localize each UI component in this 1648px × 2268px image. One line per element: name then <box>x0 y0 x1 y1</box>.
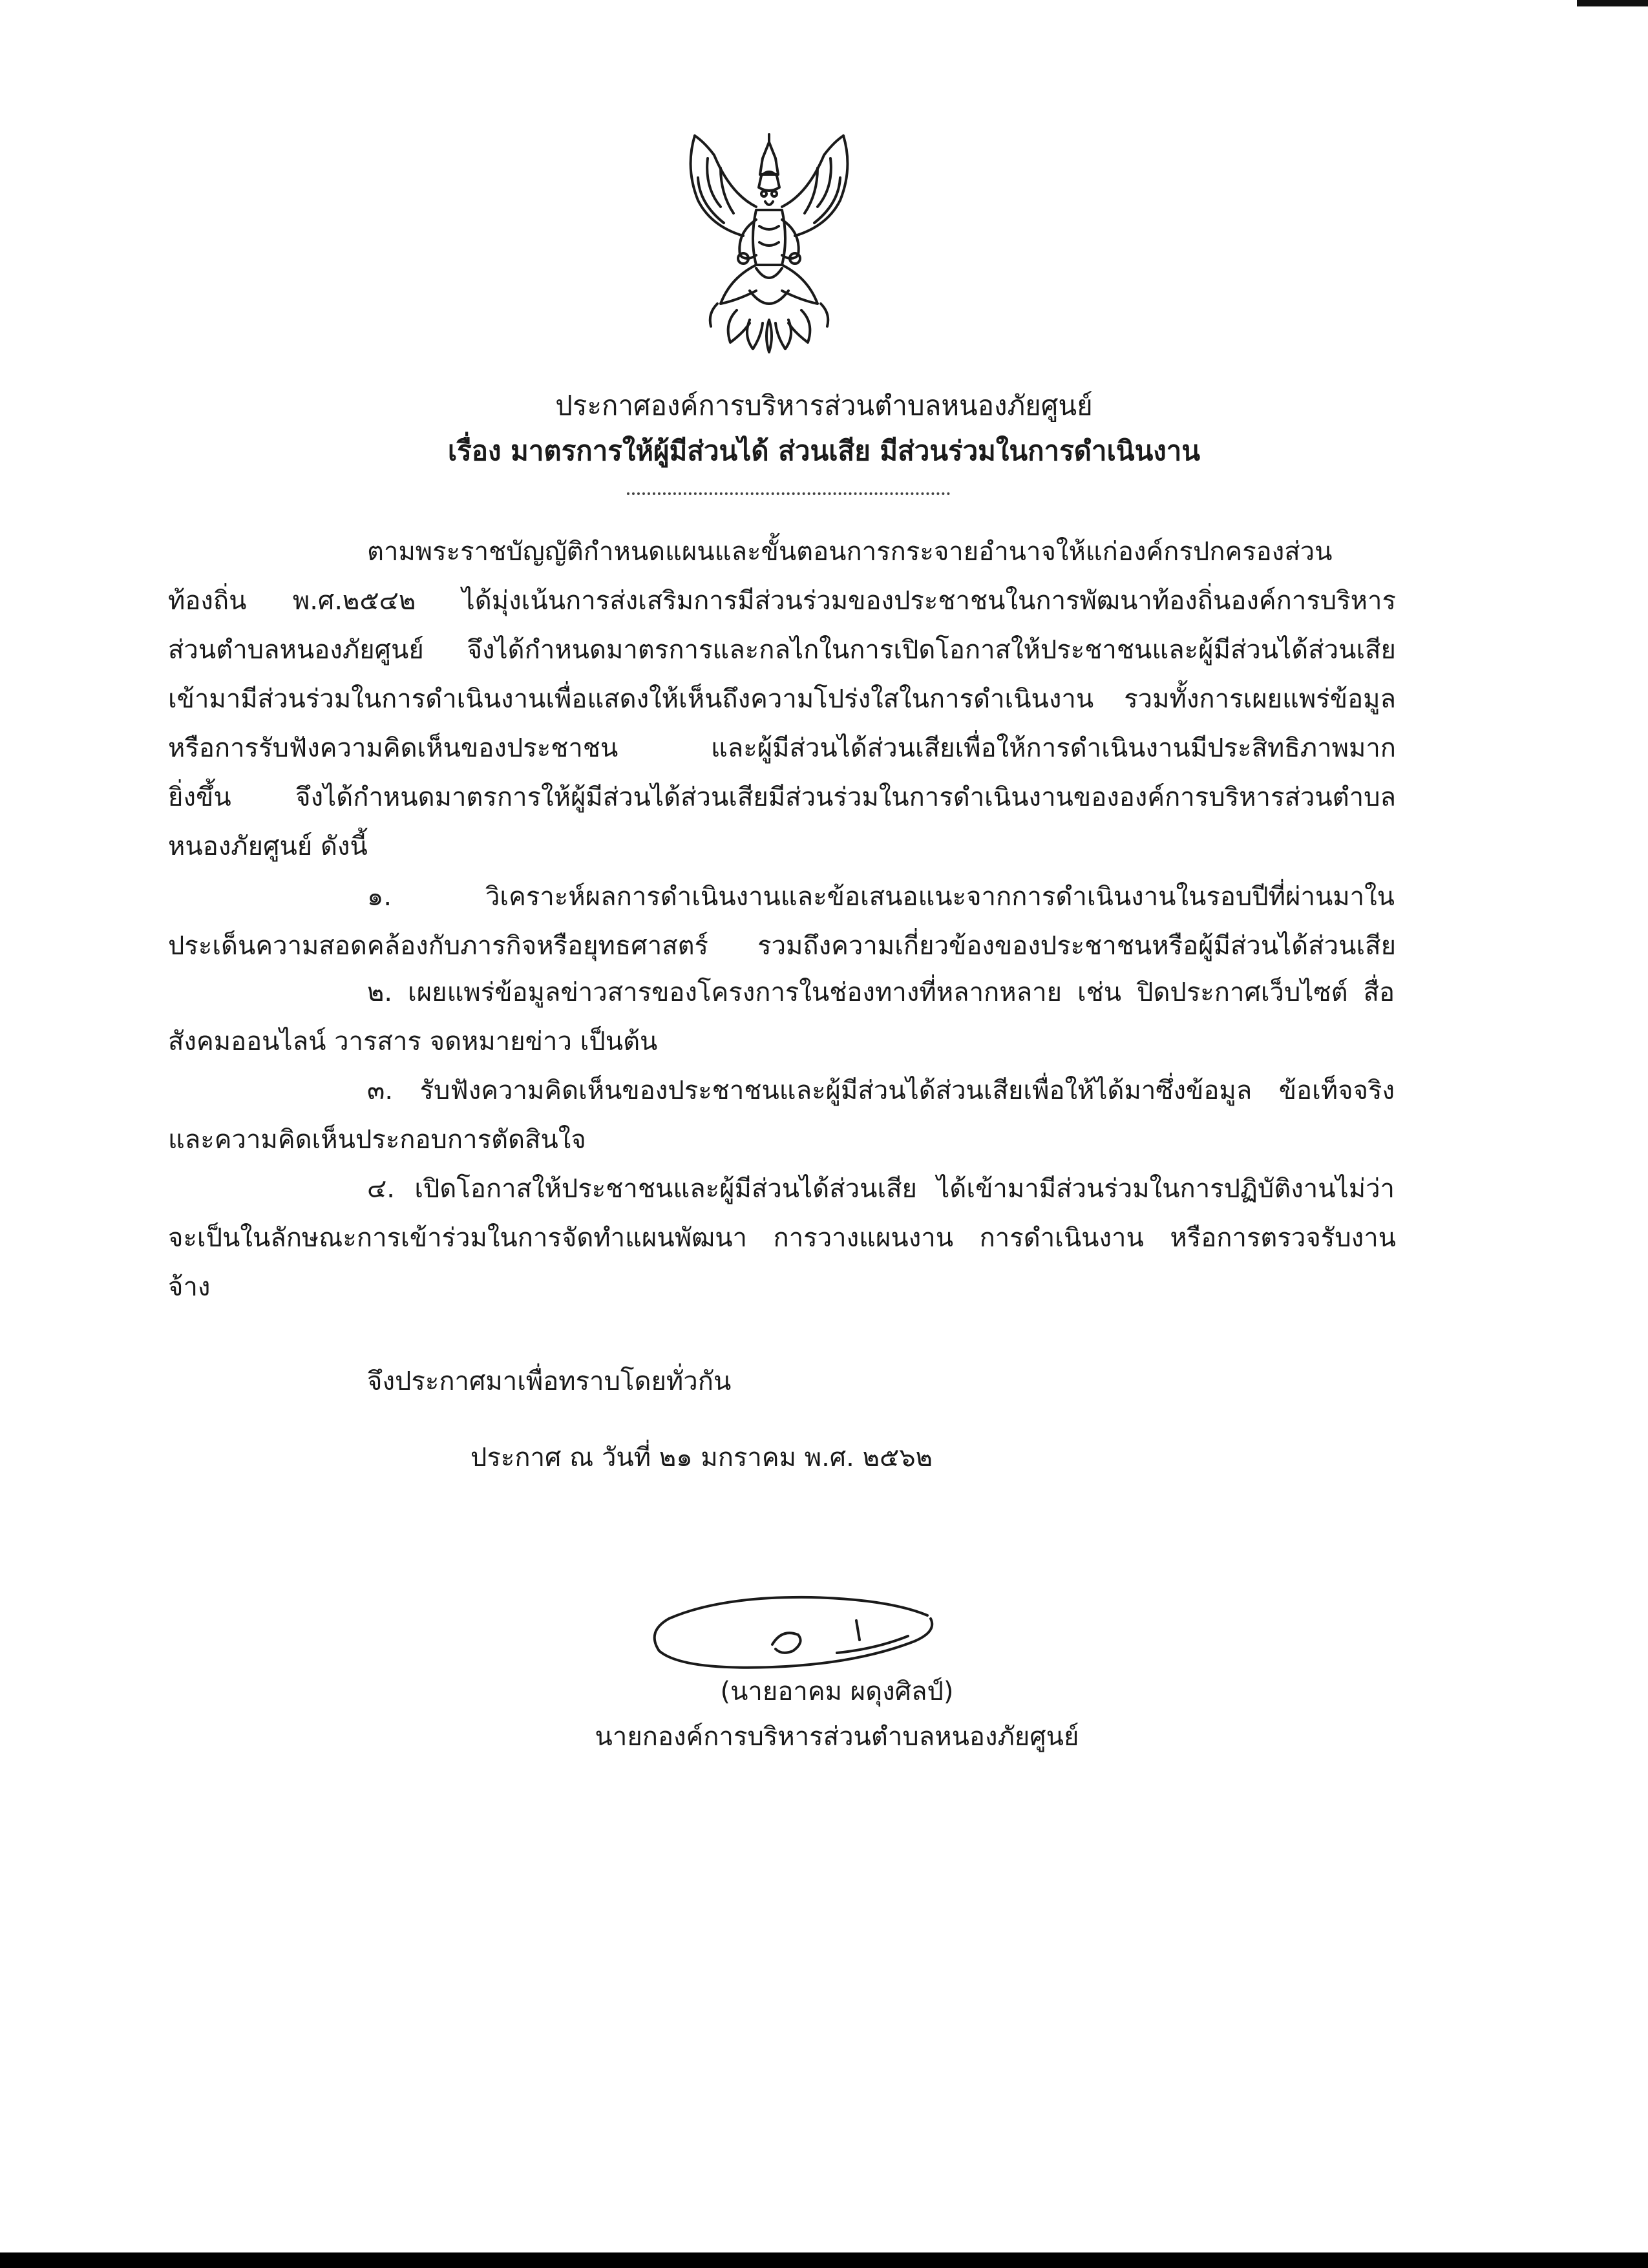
paragraph-line: หรือการรับฟังความคิดเห็นของประชาชน และผู้มีส่วนได้ส่วนเสียเพื่อให้การดำเนินงานมีประสิทธิภาพมาก <box>168 733 1396 763</box>
paragraph-line: ตามพระราชบัญญัติกำหนดแผนและขั้นตอนการกระจายอำนาจให้แก่องค์กรปกครองส่วน <box>367 537 1333 567</box>
list-item-line: ๑. วิเคราะห์ผลการดำเนินงานและข้อเสนอแนะจากการดำเนินงานในรอบปีที่ผ่านมาใน <box>367 882 1395 912</box>
title-dotted-divider <box>627 492 950 495</box>
paragraph-line: ส่วนตำบลหนองภัยศูนย์ จึงได้กำหนดมาตรการและกลไกในการเปิดโอกาสให้ประชาชนและผู้มีส่วนได้ส่วนเสีย <box>168 635 1396 665</box>
scan-artifact <box>1577 0 1648 6</box>
paragraph-line: หนองภัยศูนย์ ดังนี้ <box>168 832 368 861</box>
scan-artifact <box>0 2252 1648 2268</box>
list-item-line: จะเป็นในลักษณะการเข้าร่วมในการจัดทำแผนพัฒนา การวางแผนงาน การดำเนินงาน หรือการตรวจรับงาน <box>168 1223 1396 1253</box>
list-item-line: ๓. รับฟังความคิดเห็นของประชาชนและผู้มีส่วนได้ส่วนเสียเพื่อให้ได้มาซึ่งข้อมูล ข้อเท็จจริง <box>367 1076 1395 1106</box>
list-item-line: ประเด็นความสอดคล้องกับภารกิจหรือยุทธศาสตร์ รวมถึงความเกี่ยวข้องของประชาชนหรือผู้มีส่วนได้ส่วนเสีย <box>168 931 1396 961</box>
list-item-line: ๔. เปิดโอกาสให้ประชาชนและผู้มีส่วนได้ส่วนเสีย ได้เข้ามามีส่วนร่วมในการปฏิบัติงานไม่ว่า <box>367 1174 1395 1204</box>
closing-statement: จึงประกาศมาเพื่อทราบโดยทั่วกัน <box>367 1367 732 1396</box>
announcement-date: ประกาศ ณ วันที่ ๒๑ มกราคม พ.ศ. ๒๕๖๒ <box>470 1443 933 1473</box>
handwritten-signature-icon <box>643 1590 940 1680</box>
garuda-emblem-icon <box>659 129 879 355</box>
document-subject: เรื่อง มาตรการให้ผู้มีส่วนได้ ส่วนเสีย มีส่วนร่วมในการดำเนินงาน <box>447 435 1201 467</box>
list-item-line: และความคิดเห็นประกอบการตัดสินใจ <box>168 1125 586 1155</box>
signatory-name: (นายอาคม ผดุงศิลป์) <box>720 1677 954 1706</box>
list-item-line: สังคมออนไลน์ วารสาร จดหมายข่าว เป็นต้น <box>168 1027 658 1056</box>
document-title: ประกาศองค์การบริหารส่วนตำบลหนองภัยศูนย์ <box>555 390 1093 421</box>
paragraph-line: เข้ามามีส่วนร่วมในการดำเนินงานเพื่อแสดงให้เห็นถึงความโปร่งใสในการดำเนินงาน รวมทั้งการเผยแพร่ข้อมูล <box>168 684 1396 714</box>
signatory-position: นายกองค์การบริหารส่วนตำบลหนองภัยศูนย์ <box>595 1722 1079 1752</box>
list-item-line: ๒. เผยแพร่ข้อมูลข่าวสารของโครงการในช่องทางที่หลากหลาย เช่น ปิดประกาศเว็บไซต์ สื่อ <box>367 978 1395 1007</box>
list-item-line: จ้าง <box>168 1272 211 1302</box>
paragraph-line: ยิ่งขึ้น จึงได้กำหนดมาตรการให้ผู้มีส่วนได้ส่วนเสียมีส่วนร่วมในการดำเนินงานขององค์การบริหารส่วนตำบล <box>168 782 1396 812</box>
paragraph-line: ท้องถิ่น พ.ศ.๒๕๔๒ ได้มุ่งเน้นการส่งเสริมการมีส่วนร่วมของประชาชนในการพัฒนาท้องถิ่นองค์การบริหาร <box>168 586 1396 616</box>
